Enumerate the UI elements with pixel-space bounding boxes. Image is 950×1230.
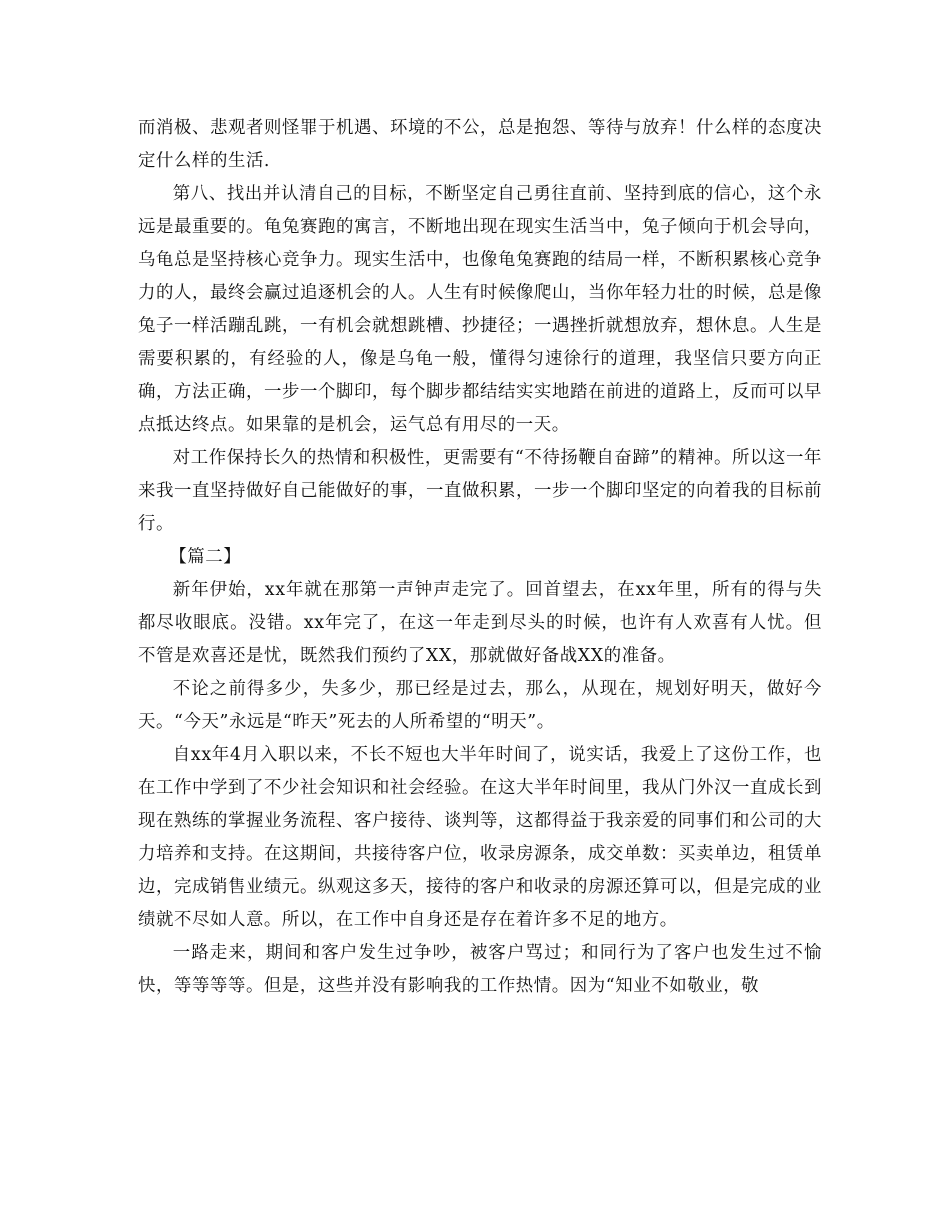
paragraph-work-enthusiasm: 对工作保持长久的热情和积极性，更需要有“不待扬鞭自奋蹄”的精神。所以这一年来我一直坚持做好自己能做好的事，一直做积累，一步一个脚印坚定的向着我的目标前行。 [138, 448, 822, 534]
paragraph-along-the-way: 一路走来，期间和客户发生过争吵，被客户骂过；和同行为了客户也发生过不愉快，等等等等。但是，这些并没有影响我的工作热情。因为“知业不如敬业，敬 [138, 943, 822, 996]
paragraph-new-year: 新年伊始，xx年就在那第一声钟声走完了。回首望去，在xx年里，所有的得与失都尽收眼底。没错。xx年完了，在这一年走到尽头的时候，也许有人欢喜有人忧。但不管是欢喜还是忧，既然我们预约了XX，那就做好备战XX的准备。 [138, 580, 822, 666]
paragraph-point-eight: 第八、找出并认清自己的目标，不断坚定自己勇往直前、坚持到底的信心，这个永远是最重要的。龟兔赛跑的寓言，不断地出现在现实生活当中，兔子倾向于机会导向，乌龟总是坚持核心竞争力。现实生活中，也像龟兔赛跑的结局一样，不断积累核心竞争力的人，最终会赢过追逐机会的人。人生有时候像爬山，当你年轻力壮的时候，总是像兔子一样活蹦乱跳，一有机会就想跳槽、抄捷径；一遇挫折就想放弃，想休息。人生是需要积累的，有经验的人，像是乌龟一般，懂得匀速徐行的道理，我坚信只要方向正确，方法正确，一步一个脚印，每个脚步都结结实实地踏在前进的道路上，反而可以早点抵达终点。如果靠的是机会，运气总有用尽的一天。 [138, 184, 822, 435]
paragraph-today: 不论之前得多少，失多少，那已经是过去，那么，从现在，规划好明天，做好今天。“今天”永远是“昨天”死去的人所希望的“明天”。 [138, 679, 822, 732]
paragraph-since-joining: 自xx年4月入职以来，不长不短也大半年时间了，说实话，我爱上了这份工作，也在工作中学到了不少社会知识和社会经验。在这大半年时间里，我从门外汉一直成长到现在熟练的掌握业务流程、客户接待、谈判等，这都得益于我亲爱的同事们和公司的大力培养和支持。在这期间，共接待客户位，收录房源条，成交单数：买卖单边，租赁单边，完成销售业绩元。纵观这多天，接待的客户和收录的房源还算可以，但是完成的业绩就不尽如人意。所以，在工作中自身还是存在着许多不足的地方。 [138, 745, 822, 930]
paragraph-continued: 而消极、悲观者则怪罪于机遇、环境的不公，总是抱怨、等待与放弃！什么样的态度决定什么样的生活. [138, 118, 822, 171]
document-page [138, 112, 822, 1003]
section-heading: 【篇二】 [169, 547, 242, 567]
